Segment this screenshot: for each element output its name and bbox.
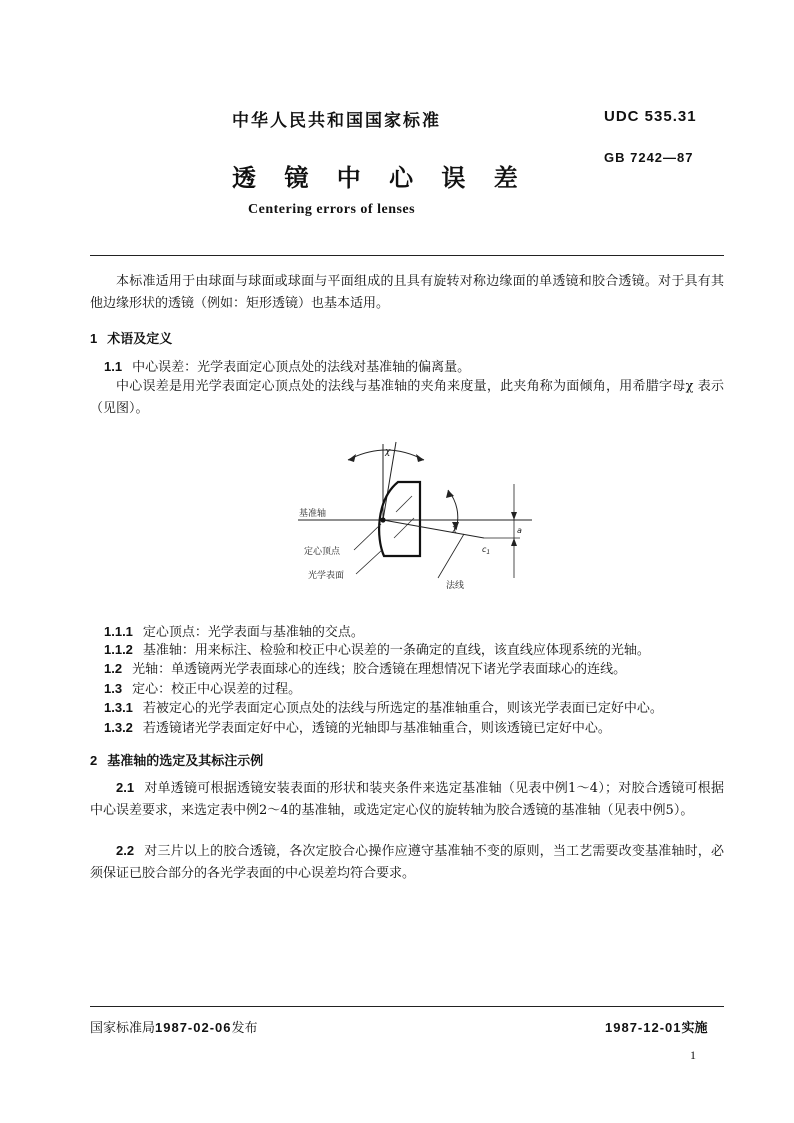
clause-1-1-2 <box>90 640 724 661</box>
c1-label <box>482 545 490 556</box>
clause-text: 若被定心的光学表面定心顶点处的法线与所选定的基准轴重合，则该光学表面已定好中心。 <box>142 701 663 716</box>
clause-text: 对三片以上的胶合透镜，各次定胶合心操作应遵守基准轴不变的原则，当工艺需要改变基准轴时，必须保证已胶合部分的各光学表面的中心误差均符合要求。 <box>90 844 724 881</box>
issue-suffix: 发布 <box>231 1021 258 1036</box>
clause-text: 中心误差：光学表面定心顶点处的法线对基准轴的偏离量。 <box>132 360 471 375</box>
section-2-heading <box>90 750 263 769</box>
clause-text: 对单透镜可根据透镜安装表面的形状和装夹条件来选定基准轴（见表中例1～4）；对胶合透镜可根据中心误差要求，来选定表中例2～4的基准轴，或选定定心仪的旋转轴为胶合透镜的基准轴（见表中例5）。 <box>90 781 724 818</box>
clause-number: 1.3.1 <box>104 700 133 715</box>
normal-line <box>383 520 484 538</box>
normal-leader <box>438 534 464 578</box>
clause-text: 光轴：单透镜两光学表面球心的连线；胶合透镜在理想情况下诸光学表面球心的连线。 <box>132 662 627 677</box>
section-1-heading <box>90 328 172 347</box>
lens-hatch-2 <box>394 518 414 538</box>
surface-label: 光学表面 <box>308 571 345 581</box>
udc-code: UDC 535.31 <box>604 108 697 125</box>
clause-number: 1.2 <box>104 661 123 676</box>
clause-number: 1.1.1 <box>104 624 133 639</box>
clause-text: 定心顶点：光学表面与基准轴的交点。 <box>142 625 364 640</box>
clause-1-3 <box>90 679 724 700</box>
base-axis-label: 基准轴 <box>299 509 327 519</box>
clause-number: 1.1.2 <box>104 642 133 657</box>
c1-subscript: 1 <box>486 549 491 556</box>
issue-date-line <box>90 1017 258 1036</box>
page-number: 1 <box>690 1048 696 1062</box>
a-label: a <box>517 526 522 535</box>
chi-top-label: χ <box>385 447 391 457</box>
clause-number: 1.3 <box>104 681 123 696</box>
gb-standard-number: GB 7242—87 <box>604 150 694 165</box>
section-title: 术语及定义 <box>107 332 173 347</box>
dimension-arrow-bottom <box>511 538 517 546</box>
chi-right-label: χ <box>452 524 458 534</box>
effective-suffix: 实施 <box>681 1021 708 1036</box>
effective-date: 1987-12-01 <box>605 1020 682 1035</box>
section-number: 1 <box>90 331 98 346</box>
clause-1-1-paragraph: 中心误差是用光学表面定心顶点处的法线与基准轴的夹角来度量，此夹角称为面倾角，用希腊字母χ 表示（见图）。 <box>90 379 724 416</box>
arc-arrowhead-left <box>348 454 356 462</box>
vertex-label: 定心顶点 <box>304 547 341 557</box>
footer-divider <box>90 1006 724 1007</box>
centering-vertex-dot <box>380 517 385 522</box>
clause-2-2 <box>90 840 724 885</box>
centering-error-figure <box>296 438 536 598</box>
effective-date-line <box>605 1017 708 1036</box>
dimension-arrow-top <box>511 512 517 520</box>
document-subtitle: Centering errors of lenses <box>248 202 416 217</box>
clause-number: 1.3.2 <box>104 720 133 735</box>
vertex-leader <box>354 524 381 550</box>
clause-number: 2.1 <box>116 780 135 795</box>
c1-symbol: c <box>482 545 487 554</box>
clause-2-1 <box>90 777 724 822</box>
lens-hatch-1 <box>396 496 412 512</box>
clause-number: 2.2 <box>116 843 135 858</box>
intro-paragraph: 本标准适用于由球面与球面或球面与平面组成的且具有旋转对称边缘面的单透镜和胶合透镜。对于具有其他边缘形状的透镜（例如：矩形透镜）也基本适用。 <box>90 274 724 311</box>
issue-date: 1987-02-06 <box>155 1020 232 1035</box>
header-divider <box>90 255 724 256</box>
normal-label: 法线 <box>446 581 465 591</box>
issuing-authority: 中华人民共和国国家标准 <box>232 111 441 131</box>
clause-1-2 <box>90 659 724 680</box>
clause-text: 基准轴：用来标注、检验和校正中心误差的一条确定的直线，该直线应体现系统的光轴。 <box>142 643 650 658</box>
clause-number: 1.1 <box>104 359 123 374</box>
issuer: 国家标准局 <box>90 1021 156 1036</box>
clause-text: 定心：校正中心误差的过程。 <box>132 682 302 697</box>
section-number: 2 <box>90 753 98 768</box>
clause-1-1 <box>90 357 724 378</box>
clause-1-3-2 <box>90 718 724 739</box>
clause-text: 若透镜诸光学表面定好中心，透镜的光轴即与基准轴重合，则该透镜已定好中心。 <box>142 721 611 736</box>
document-title: 透 镜 中 心 误 差 <box>232 164 528 192</box>
surface-leader <box>356 550 382 574</box>
section-title: 基准轴的选定及其标注示例 <box>107 754 264 769</box>
arc-arrowhead-right <box>416 454 424 462</box>
clause-1-3-1 <box>90 698 724 719</box>
